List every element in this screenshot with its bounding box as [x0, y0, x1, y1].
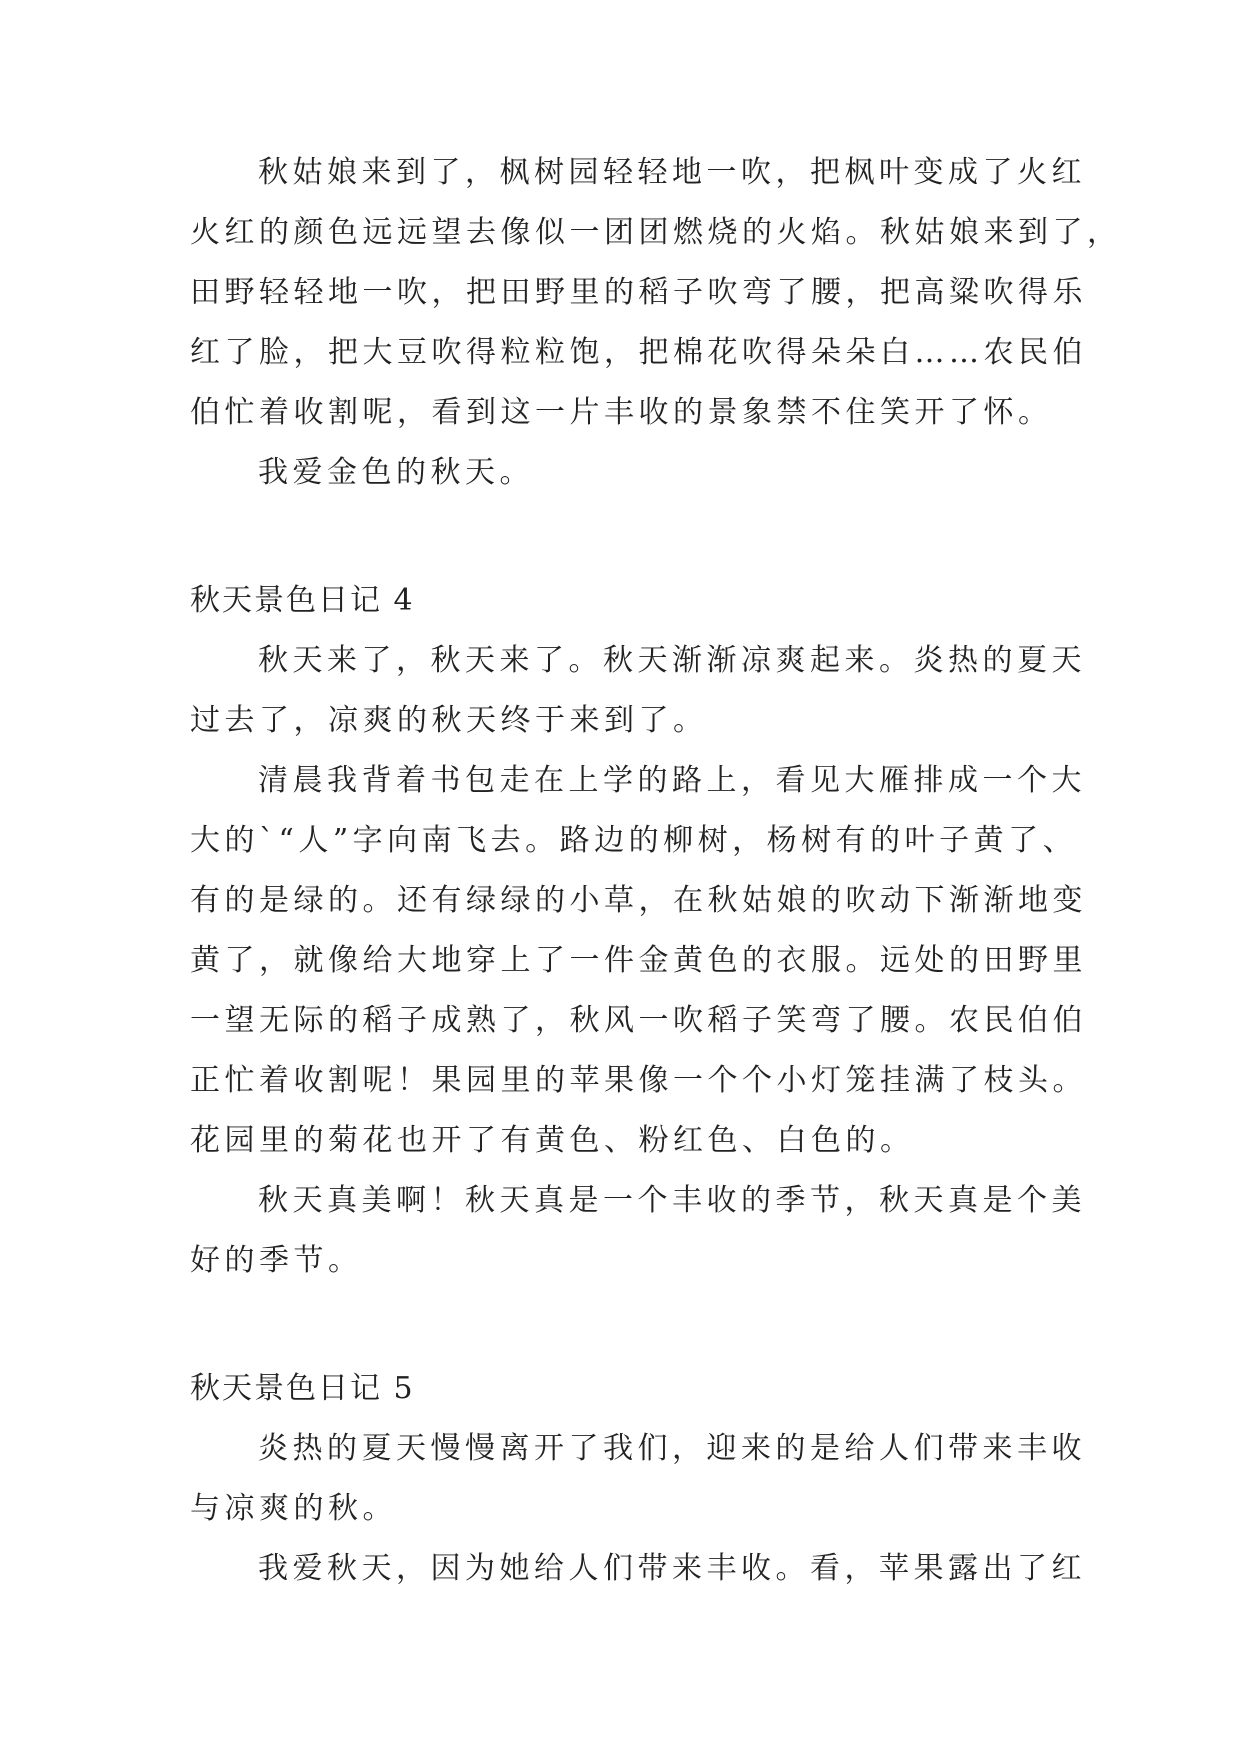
paragraph-line: 火红的颜色远远望去像似一团团燃烧的火焰。秋姑娘来到了，: [190, 215, 1122, 250]
paragraph-line: 有的是绿的。还有绿绿的小草，在秋姑娘的吹动下渐渐地变: [190, 883, 1087, 918]
paragraph-line: 好的季节。: [190, 1243, 363, 1278]
paragraph-line: 大的`“人”字向南飞去。路边的柳树，杨树有的叶子黄了、: [190, 823, 1078, 858]
paragraph-line: 红了脸，把大豆吹得粒粒饱，把棉花吹得朵朵白……农民伯: [190, 335, 1087, 370]
paragraph-line: 黄了，就像给大地穿上了一件金黄色的衣服。远处的田野里: [190, 943, 1087, 978]
section-heading: 秋天景色日记 4: [190, 583, 415, 618]
paragraph-line: 秋姑娘来到了，枫树园轻轻地一吹，把枫叶变成了火红: [258, 155, 1086, 190]
paragraph-line: 我爱秋天，因为她给人们带来丰收。看，苹果露出了红: [258, 1551, 1086, 1586]
paragraph-line: 秋天真美啊！秋天真是一个丰收的季节，秋天真是个美: [258, 1183, 1086, 1218]
paragraph-line: 花园里的菊花也开了有黄色、粉红色、白色的。: [190, 1123, 915, 1158]
section-gap: [190, 518, 1070, 586]
paragraph-line: 过去了，凉爽的秋天终于来到了。: [190, 703, 708, 738]
paragraph-line: 伯忙着收割呢，看到这一片丰收的景象禁不住笑开了怀。: [190, 395, 1053, 430]
paragraph-line: 田野轻轻地一吹，把田野里的稻子吹弯了腰，把高粱吹得乐: [190, 275, 1087, 310]
paragraph-line: 一望无际的稻子成熟了，秋风一吹稻子笑弯了腰。农民伯伯: [190, 1003, 1087, 1038]
section-gap: [190, 1306, 1070, 1374]
paragraph-line: 清晨我背着书包走在上学的路上，看见大雁排成一个大: [258, 763, 1086, 798]
paragraph-line: 炎热的夏天慢慢离开了我们，迎来的是给人们带来丰收: [258, 1431, 1086, 1466]
document-body: [190, 155, 1122, 1614]
section-heading: 秋天景色日记 5: [190, 1371, 415, 1406]
paragraph-line: 我爱金色的秋天。: [258, 455, 534, 490]
paragraph-line: 正忙着收割呢！果园里的苹果像一个个小灯笼挂满了枝头。: [190, 1063, 1087, 1098]
paragraph-line: 秋天来了，秋天来了。秋天渐渐凉爽起来。炎热的夏天: [258, 643, 1086, 678]
paragraph-line: 与凉爽的秋。: [190, 1491, 397, 1526]
